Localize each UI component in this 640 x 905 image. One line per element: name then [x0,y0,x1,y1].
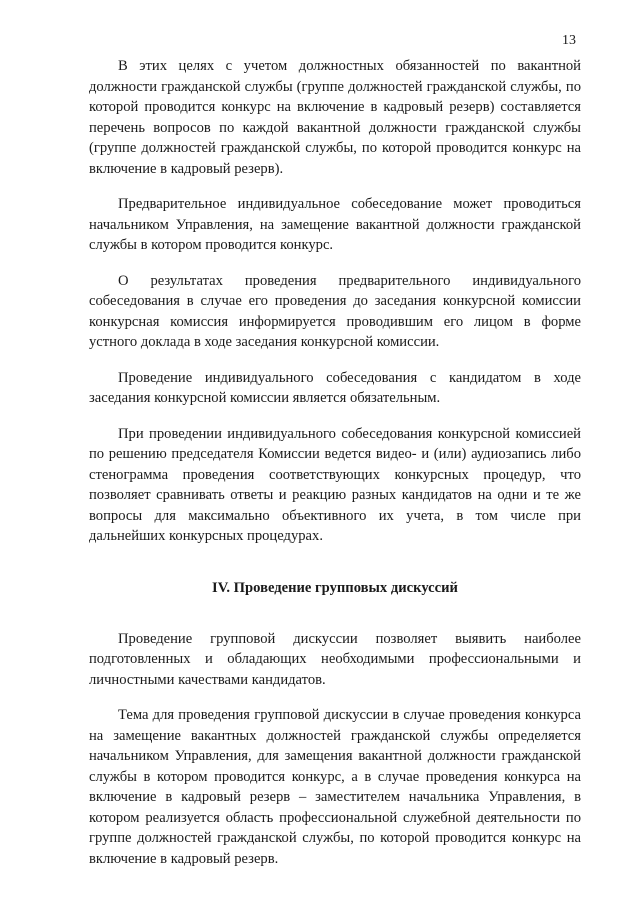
paragraph-group-discussion: Проведение групповой дискуссии позволяет выявить наиболее подготовленных и обладающих необходимыми профессиональными и личностными качествами кандидатов. [89,630,581,688]
paragraph-discussion-topic: Тема для проведения групповой дискуссии в случае проведения конкурса на замещение вакантных должностей гражданской службы определяется начальником Управления, для замещения вакантной должности гражданской службы в котором проводится конкурс, а в случае проведения конкурса на включение в кадровый резерв – заместителем начальника Управления, в котором реализуется область профессиональной служебной деятельности по группе должностей гражданской службы, по которой проводится конкурс на включение в кадровый резерв. [89,707,581,867]
paragraph-preliminary-interview: Предварительное индивидуальное собеседование может проводиться начальником Управления, на замещение вакантной должности гражданской службы в котором проводится конкурс. [89,196,581,253]
page-number: 13 [562,33,576,48]
page-content [89,56,581,869]
paragraph-interview-results: О результатах проведения предварительного индивидуального собеседования в случае его проведения до заседания конкурсной комиссии конкурсная комиссия информируется проводившим его лицом в форме устного доклада в ходе заседания конкурсной комиссии. [89,272,581,350]
paragraph-recording: При проведении индивидуального собеседования конкурсной комиссией по решению председателя Комиссии ведется видео- и (или) аудиозапись либо стенограмма проведения соответствующих конкурсных процедур, что позволяет сравнивать ответы и реакцию разных кандидатов на одни и те же вопросы для максимально объективного их учета, в том числе при дальнейших конкурсных процедурах. [89,425,581,544]
paragraph-questions-list: В этих целях с учетом должностных обязанностей по вакантной должности гражданской службы (группе должностей гражданской службы, по которой проводится конкурс на включение в кадровый резерв) составляется перечень вопросов по каждой вакантной должности гражданской службы (группе должностей гражданской службы, по которой проводится конкурс на включение в кадровый резерв). [89,58,581,177]
section-heading: IV. Проведение групповых дискуссий [212,579,458,596]
paragraph-interview-mandatory: Проведение индивидуального собеседования с кандидатом в ходе заседания конкурсной комиссии является обязательным. [89,369,581,406]
